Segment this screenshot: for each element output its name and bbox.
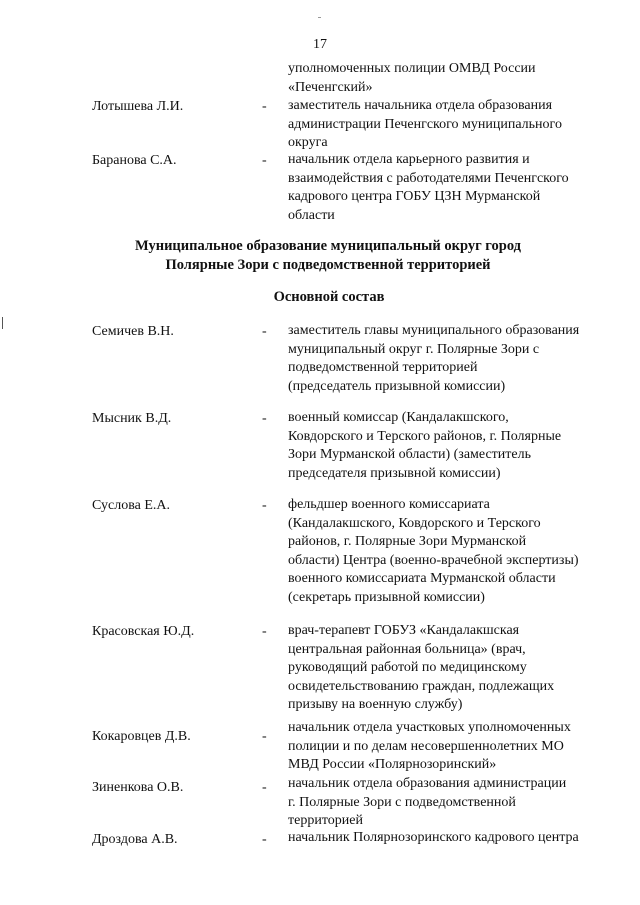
member-position: начальник отдела участковых уполномоченных полиции и по делам несовершеннолетних МО МВД России «Полярнозоринский» — [288, 720, 571, 773]
margin-mark — [2, 317, 3, 329]
member-position: начальник Полярнозоринского кадрового центра — [288, 830, 579, 845]
dash: - — [262, 624, 267, 639]
member-name: Семичев В.Н. — [92, 324, 174, 339]
member-position: заместитель главы муниципального образования муниципальный округ г. Полярные Зори с подведомственной территорией (председатель призывной комиссии) — [288, 323, 580, 394]
dash: - — [262, 498, 267, 513]
composition-heading: Основной состав — [273, 289, 385, 305]
member-name: Дроздова А.В. — [92, 832, 178, 847]
continuation-text: уполномоченных полиции ОМВД России «Печенгский» — [288, 61, 536, 95]
scan-dot — [318, 17, 321, 18]
dash: - — [262, 324, 267, 339]
member-position: начальник отдела карьерного развития и взаимодействия с работодателями Печенгского кадрового центра ГОБУ ЦЗН Мурманской области — [288, 152, 569, 223]
member-position: фельдшер военного комиссариата (Кандалакшского, Ковдорского и Терского районов, г. Полярные Зори Мурманской области) Центра (военно-врачебной экспертизы) военного комиссариата Мурманской области (секретарь призывной комиссии) — [288, 497, 579, 605]
municipality-heading: Муниципальное образование муниципальный округ город Полярные Зори с подведомственной территорией — [134, 238, 522, 273]
member-position: начальник отдела образования администрации г. Полярные Зори с подведомственной территорией — [288, 776, 567, 829]
member-position: военный комиссар (Кандалакшского, Ковдорского и Терского районов, г. Полярные Зори Мурманской области) (заместитель председателя призывной комиссии) — [288, 410, 562, 481]
member-position: заместитель начальника отдела образования администрации Печенгского муниципального округа — [288, 98, 562, 151]
member-position: врач-терапевт ГОБУЗ «Кандалакшская центральная районная больница» (врач, руководящий работой по медицинскому освидетельствованию граждан, подлежащих призыву на военную службу) — [288, 623, 555, 713]
dash: - — [262, 780, 267, 795]
page-number: 17 — [313, 37, 327, 52]
dash: - — [262, 729, 267, 744]
dash: - — [262, 99, 267, 114]
member-name: Мысник В.Д. — [92, 411, 172, 426]
member-name: Зиненкова О.В. — [92, 780, 184, 795]
member-name: Баранова С.А. — [92, 153, 177, 168]
member-name: Суслова Е.А. — [92, 498, 170, 513]
member-name: Кокаровцев Д.В. — [92, 729, 191, 744]
dash: - — [262, 832, 267, 847]
member-name: Красовская Ю.Д. — [92, 624, 195, 639]
dash: - — [262, 153, 267, 168]
dash: - — [262, 411, 267, 426]
member-name: Лотышева Л.И. — [92, 99, 184, 114]
